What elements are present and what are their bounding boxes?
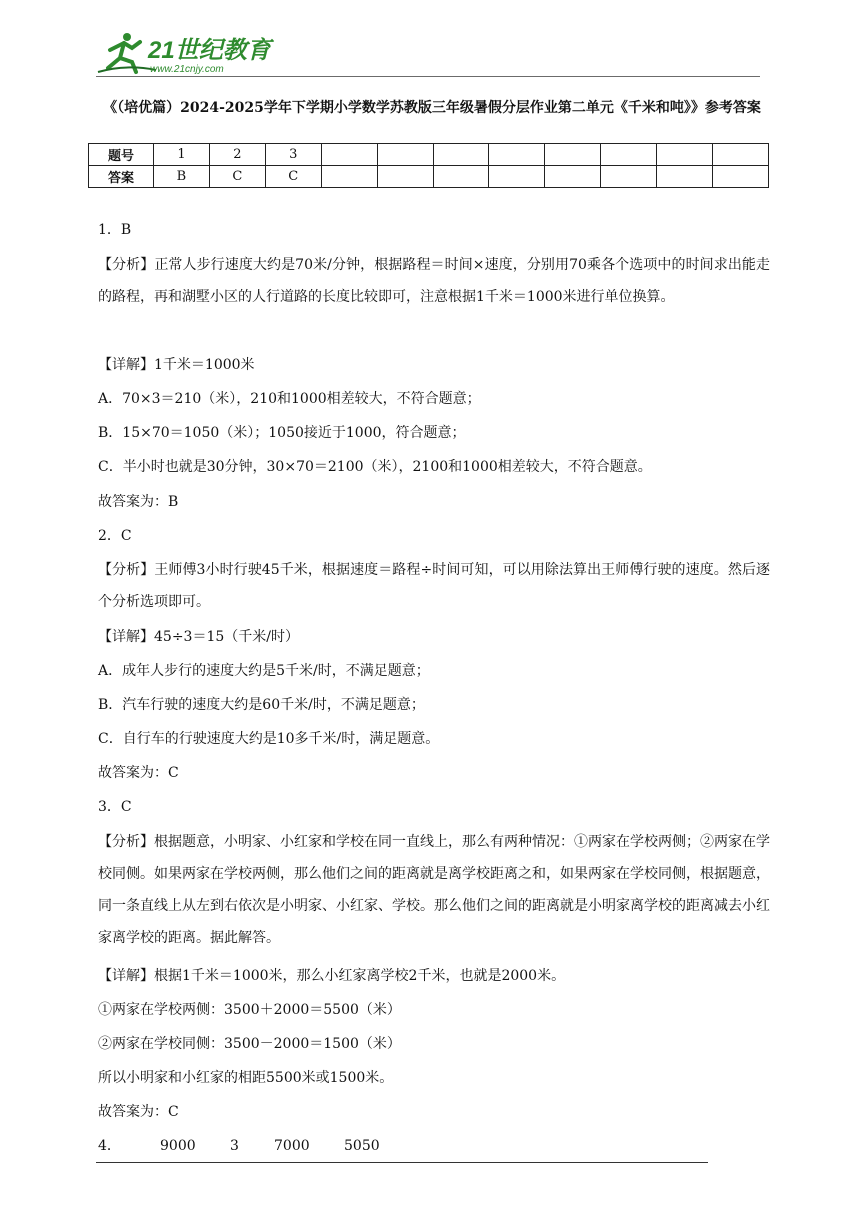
row-label-number: 题号 [89, 144, 154, 166]
table-cell [713, 144, 769, 166]
document-title: 《（培优篇）2024-2025学年下学期小学数学苏教版三年级暑假分层作业第二单元《千米和吨》》参考答案 [103, 100, 761, 116]
header-divider [96, 76, 760, 77]
q1-option-b: B．15×70＝1050（米）；1050接近于1000，符合题意； [98, 425, 466, 441]
q3-detail: 【详解】根据1千米＝1000米，那么小红家离学校2千米，也就是2000米。 [98, 968, 566, 984]
table-cell [321, 144, 377, 166]
q1-option-a: A．70×3＝210（米），210和1000相差较大，不符合题意； [98, 391, 481, 407]
table-cell [377, 144, 433, 166]
q1-option-c: C．半小时也就是30分钟，30×70＝2100（米），2100和1000相差较大，不符合题意。 [98, 459, 652, 475]
q2-option-b: B．汽车行驶的速度大约是60千米/时，不满足题意； [98, 697, 425, 713]
q4-fill-2: 3 [230, 1138, 239, 1154]
table-cell [433, 166, 489, 188]
table-cell [601, 166, 657, 188]
table-cell: C [209, 166, 265, 188]
q4-number: 4． [98, 1138, 121, 1154]
q1-heading: 1．B [98, 222, 132, 238]
table-cell [433, 144, 489, 166]
q2-analysis: 【分析】王师傅3小时行驶45千米，根据速度＝路程÷时间可知，可以用除法算出王师傅行驶的速度。然后逐个分析选项即可。 [98, 562, 770, 610]
table-row-numbers [89, 144, 769, 166]
table-cell [657, 166, 713, 188]
q1-analysis: 【分析】正常人步行速度大约是70米/分钟，根据路程＝时间×速度，分别用70乘各个选项中的时间求出能走的路程，再和湖墅小区的人行道路的长度比较即可，注意根据1千米＝1000米进行单位换算。 [98, 257, 770, 305]
table-cell [545, 144, 601, 166]
table-row-answers [89, 166, 769, 188]
q4-fill-3: 7000 [274, 1138, 310, 1154]
q2-option-c: C．自行车的行驶速度大约是10多千米/时，满足题意。 [98, 731, 440, 747]
footer-divider [96, 1162, 708, 1163]
row-label-answer: 答案 [89, 166, 154, 188]
q3-case-1: ①两家在学校两侧：3500＋2000＝5500（米） [98, 1002, 401, 1018]
table-cell [545, 166, 601, 188]
q3-conclusion: 所以小明家和小红家的相距5500米或1500米。 [98, 1070, 394, 1086]
table-cell [377, 166, 433, 188]
answer-table [88, 143, 769, 188]
table-cell [321, 166, 377, 188]
q2-detail: 【详解】45÷3＝15（千米/时） [98, 629, 299, 645]
q1-detail: 【详解】1千米＝1000米 [98, 357, 255, 373]
table-cell: C [265, 166, 321, 188]
q4-fill-1: 9000 [160, 1138, 196, 1154]
page-header [96, 28, 760, 78]
logo-21cnjy [96, 28, 276, 76]
q1-answer: 故答案为：B [98, 494, 179, 510]
q4-fill-4: 5050 [344, 1138, 380, 1154]
q2-answer: 故答案为：C [98, 765, 179, 781]
table-cell [489, 166, 545, 188]
table-cell: 2 [209, 144, 265, 166]
table-cell [489, 144, 545, 166]
q3-case-2: ②两家在学校同侧：3500－2000＝1500（米） [98, 1036, 401, 1052]
q2-heading: 2．C [98, 528, 132, 544]
q4-row [98, 1130, 770, 1162]
table-cell: B [154, 166, 210, 188]
q3-heading: 3．C [98, 799, 132, 815]
table-cell: 3 [265, 144, 321, 166]
q3-analysis: 【分析】根据题意，小明家、小红家和学校在同一直线上，那么有两种情况：①两家在学校两侧；②两家在学校同侧。如果两家在学校两侧，那么他们之间的距离就是离学校距离之和，如果两家在学校同侧，根据题意，同一条直线上从左到右依次是小明家、小红家、学校。那么他们之间的距离就是小明家离学校的距离减去小红家离学校的距离。据此解答。 [98, 834, 770, 946]
q3-answer: 故答案为：C [98, 1104, 179, 1120]
logo-url: www.21cnjy.com [150, 64, 224, 75]
table-cell: 1 [154, 144, 210, 166]
table-cell [601, 144, 657, 166]
table-cell [713, 166, 769, 188]
q2-option-a: A．成年人步行的速度大约是5千米/时，不满足题意； [98, 663, 430, 679]
logo-text: 21世纪教育 [148, 37, 271, 64]
table-cell [657, 144, 713, 166]
